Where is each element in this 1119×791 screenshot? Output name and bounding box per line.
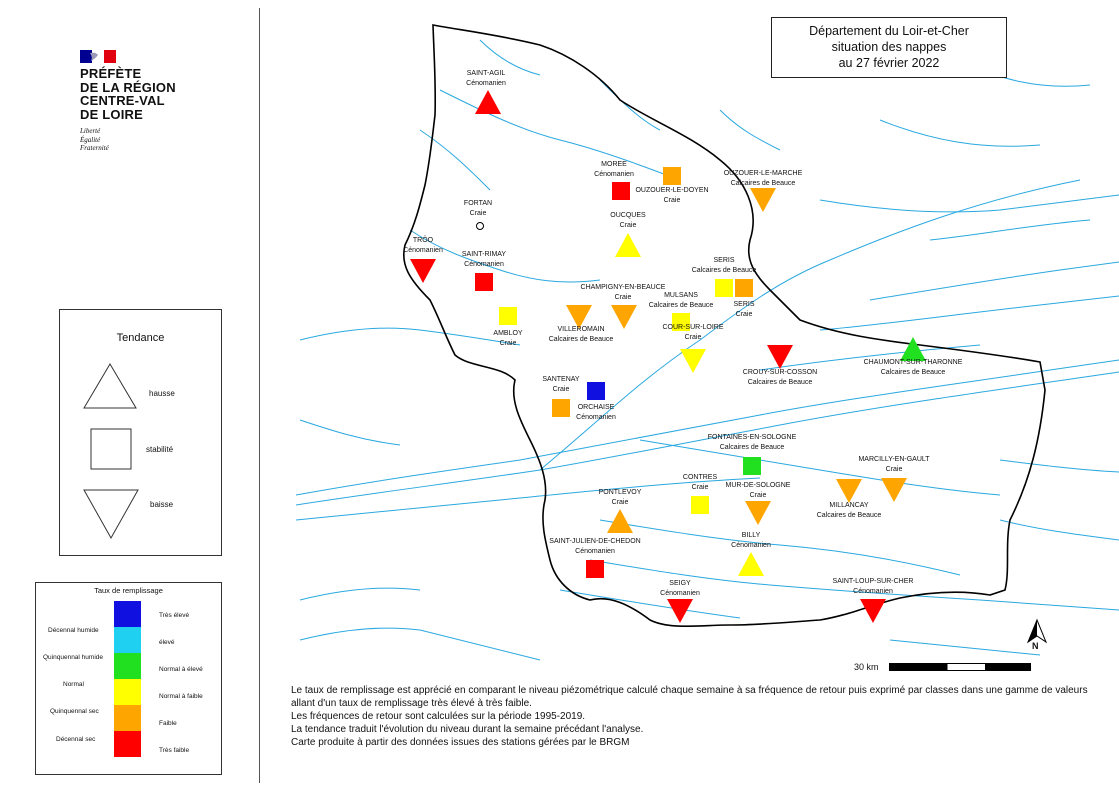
map-title-box: [771, 17, 1007, 78]
station-aquifer: Craie: [611, 499, 629, 506]
motto-line: Liberté: [80, 127, 101, 135]
station-name: SEIGY: [669, 580, 691, 587]
station-aquifer: Craie: [469, 210, 487, 217]
station-name: COUR-SUR-LOIRE: [662, 324, 724, 331]
prefecture-line: DE LA RÉGION: [80, 79, 176, 95]
station-aquifer: Craie: [614, 294, 632, 301]
station-name: ORCHAISE: [577, 404, 615, 411]
station-aquifer: Calcaires de Beauce: [691, 267, 757, 274]
station-aquifer: Craie: [749, 492, 767, 499]
station-aquifer: Craie: [684, 334, 702, 341]
motto-line: Fraternité: [80, 144, 109, 152]
station-aquifer: Cénomanien: [853, 588, 893, 595]
station-name: OUZOUER-LE-MARCHE: [723, 170, 803, 177]
station-name: SERIS: [733, 301, 755, 308]
station-name: BILLY: [741, 532, 761, 539]
station-aquifer: Calcaires de Beauce: [880, 369, 946, 376]
station-name: OUZOUER-LE-DOYEN: [635, 187, 709, 194]
station-aquifer: Cénomanien: [575, 548, 615, 555]
station-name: SAINT-AGIL: [466, 70, 506, 77]
legend-taux-label: Faible: [159, 720, 177, 727]
station-name: CONTRES: [682, 474, 718, 481]
station-aquifer: Craie: [619, 222, 637, 229]
station-name: FONTAINES-EN-SOLOGNE: [707, 434, 797, 441]
note-paragraph: La tendance traduit l'évolution du niveau durant la semaine précédant l'analyse.: [291, 724, 644, 735]
station-aquifer: Cénomanien: [576, 414, 616, 421]
station-name: VILLEROMAIN: [557, 326, 605, 333]
station-name: MULSANS: [664, 292, 698, 299]
legend-frequency-label: Décennal sec: [56, 736, 96, 743]
prefecture-line: PRÉFÈTE: [80, 66, 142, 81]
prefecture-line: CENTRE-VAL: [80, 93, 165, 108]
station-name: CHAMPIGNY-EN-BEAUCE: [580, 284, 666, 291]
station-name: MILLANCAY: [829, 502, 869, 509]
motto-line: Égalité: [80, 135, 101, 144]
station-aquifer: Craie: [663, 197, 681, 204]
station-name: MARCILLY-EN-GAULT: [858, 456, 930, 463]
station-aquifer: Calcaires de Beauce: [548, 336, 614, 343]
legend-taux-label: Très faible: [159, 747, 190, 754]
legend-frequency-label: Quinquennal humide: [43, 654, 103, 661]
north-label: N: [1032, 641, 1039, 651]
legend-label-baisse: baisse: [150, 500, 174, 509]
legend-taux-label: élevé: [159, 639, 175, 646]
station-name: TRÔO: [412, 237, 434, 244]
legend-taux-label: Normal à faible: [159, 693, 203, 700]
legend-taux-title: Taux de remplissage: [94, 586, 163, 595]
station-name: SAINT-JULIEN-DE-CHEDON: [549, 538, 641, 545]
prefecture-line: DE LOIRE: [80, 106, 143, 122]
legend-frequency-label: Normal: [63, 681, 84, 688]
station-aquifer: Cénomanien: [466, 80, 506, 87]
legend-label-stabilite: stabilité: [146, 445, 174, 454]
station-name: AMBLOY: [493, 330, 523, 337]
scale-bar: [889, 663, 1031, 671]
station-aquifer: Cénomanien: [464, 261, 504, 268]
station-name: CROUY-SUR-COSSON: [742, 369, 818, 376]
station-aquifer: Cénomanien: [594, 171, 634, 178]
note-paragraph: Carte produite à partir des données issues des stations gérées par le BRGM: [291, 737, 630, 748]
station-name: SANTENAY: [542, 376, 580, 383]
station-aquifer: Cénomanien: [660, 590, 700, 597]
legend-label-hausse: hausse: [149, 389, 175, 398]
station-aquifer: Craie: [735, 311, 753, 318]
legend-tendance-title: Tendance: [116, 332, 165, 344]
station-name: SAINT-RIMAY: [461, 251, 507, 258]
scale-label: 30 km: [854, 662, 879, 672]
station-aquifer: Craie: [499, 340, 517, 347]
station-aquifer: Calcaires de Beauce: [719, 444, 785, 451]
station-aquifer: Craie: [885, 466, 903, 473]
station-aquifer: Craie: [552, 386, 570, 393]
station-name: OUCQUES: [610, 212, 646, 219]
station-name: PONTLEVOY: [598, 489, 642, 496]
station-aquifer: Calcaires de Beauce: [747, 379, 813, 386]
station-aquifer: Calcaires de Beauce: [648, 302, 714, 309]
station-name: MUR-DE-SOLOGNE: [725, 482, 791, 489]
map-title-line: au 27 février 2022: [838, 56, 940, 70]
station-name: MOREE: [601, 161, 627, 168]
station-name: SERIS: [713, 257, 735, 264]
map-title-line: Département du Loir-et-Cher: [809, 24, 969, 38]
station-name: CHAUMONT-SUR-THARONNE: [863, 359, 963, 366]
station-name: FORTAN: [463, 200, 493, 207]
legend-taux-label: Normal à élevé: [159, 666, 203, 673]
map-notes: [291, 684, 1111, 749]
station-name: SAINT-LOUP-SUR-CHER: [832, 578, 914, 585]
station-aquifer: Calcaires de Beauce: [730, 180, 796, 187]
station-aquifer: Craie: [691, 484, 709, 491]
map-title-line: situation des nappes: [831, 40, 947, 54]
note-paragraph: Les fréquences de retour sont calculées sur la période 1995-2019.: [291, 711, 586, 722]
legend-frequency-label: Décennal humide: [48, 627, 99, 634]
legend-taux-label: Très élevé: [159, 612, 190, 619]
legend-frequency-label: Quinquennal sec: [50, 708, 99, 715]
note-paragraph: Le taux de remplissage est apprécié en comparant le niveau piézométrique calculé chaque semaine à sa fréquence de retour puis exprimé par classes dans une gamme de valeurs allant d'un taux de remplissage très élevé à très faible.: [291, 685, 1088, 709]
station-aquifer: Calcaires de Beauce: [816, 512, 882, 519]
station-aquifer: Cénomanien: [731, 542, 771, 549]
station-aquifer: Cénomanien: [403, 247, 443, 254]
